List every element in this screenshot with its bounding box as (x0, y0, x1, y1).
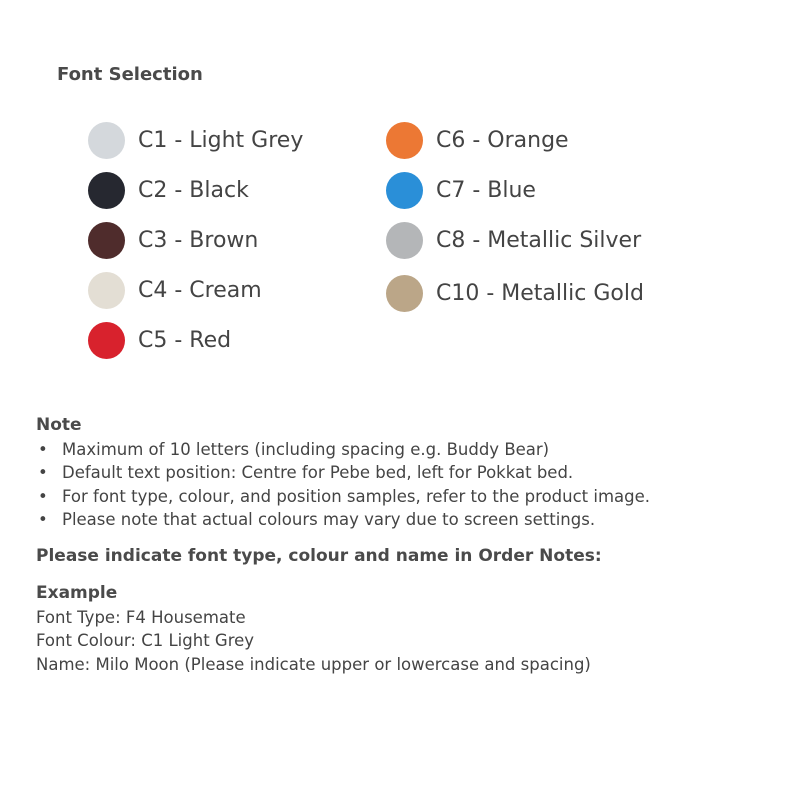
bullet-icon: • (38, 439, 48, 459)
color-label: C4 - Cream (138, 277, 262, 303)
color-swatch-orange (386, 122, 423, 159)
note-text: Maximum of 10 letters (including spacing e.g. Buddy Bear) (62, 439, 550, 459)
example-name: Name: Milo Moon (Please indicate upper or lowercase and spacing) (36, 654, 591, 674)
note-list (36, 438, 776, 532)
color-option-c3 (88, 215, 303, 265)
note-heading: Note (36, 415, 82, 435)
list-item (36, 461, 776, 485)
example-block (36, 582, 776, 676)
color-swatch-red (88, 322, 125, 359)
color-swatch-black (88, 172, 125, 209)
example-font-colour: Font Colour: C1 Light Grey (36, 631, 255, 650)
example-heading: Example (36, 583, 118, 603)
color-label: C3 - Brown (138, 227, 259, 253)
color-swatch-metallic-silver (386, 222, 423, 259)
color-option-c5 (88, 315, 303, 365)
bullet-icon: • (38, 486, 48, 506)
color-swatch-light-grey (88, 122, 125, 159)
color-label: C2 - Black (138, 177, 249, 203)
color-swatch-brown (88, 222, 125, 259)
bullet-icon: • (38, 463, 48, 482)
color-label: C5 - Red (138, 327, 232, 353)
color-option-c7 (386, 165, 644, 215)
color-swatch-column-right (386, 115, 644, 321)
color-option-c2 (88, 165, 303, 215)
font-selection-title: Font Selection (57, 64, 203, 85)
color-label: C8 - Metallic Silver (436, 227, 642, 253)
color-option-c1 (88, 115, 303, 165)
notes-section (36, 414, 776, 676)
color-label: C7 - Blue (436, 177, 536, 203)
list-item (36, 438, 776, 462)
note-text: For font type, colour, and position samples, refer to the product image. (62, 486, 651, 506)
list-item (36, 508, 776, 532)
color-label: C10 - Metallic Gold (436, 280, 644, 306)
color-option-c4 (88, 265, 303, 315)
color-swatch-blue (386, 172, 423, 209)
color-label: C6 - Orange (436, 127, 569, 153)
bullet-icon: • (38, 510, 48, 529)
example-font-type: Font Type: F4 Housemate (36, 607, 246, 627)
color-option-c10 (386, 265, 644, 321)
color-swatch-cream (88, 272, 125, 309)
color-option-c8 (386, 215, 644, 265)
note-text: Default text position: Centre for Pebe bed, left for Pokkat bed. (62, 463, 574, 482)
list-item (36, 485, 776, 509)
color-swatch-metallic-gold (386, 275, 423, 312)
color-option-c6 (386, 115, 644, 165)
color-swatch-column-left (88, 115, 303, 365)
color-label: C1 - Light Grey (138, 127, 304, 153)
order-notes-instruction: Please indicate font type, colour and name in Order Notes: (36, 545, 602, 566)
note-text: Please note that actual colours may vary due to screen settings. (62, 510, 596, 529)
